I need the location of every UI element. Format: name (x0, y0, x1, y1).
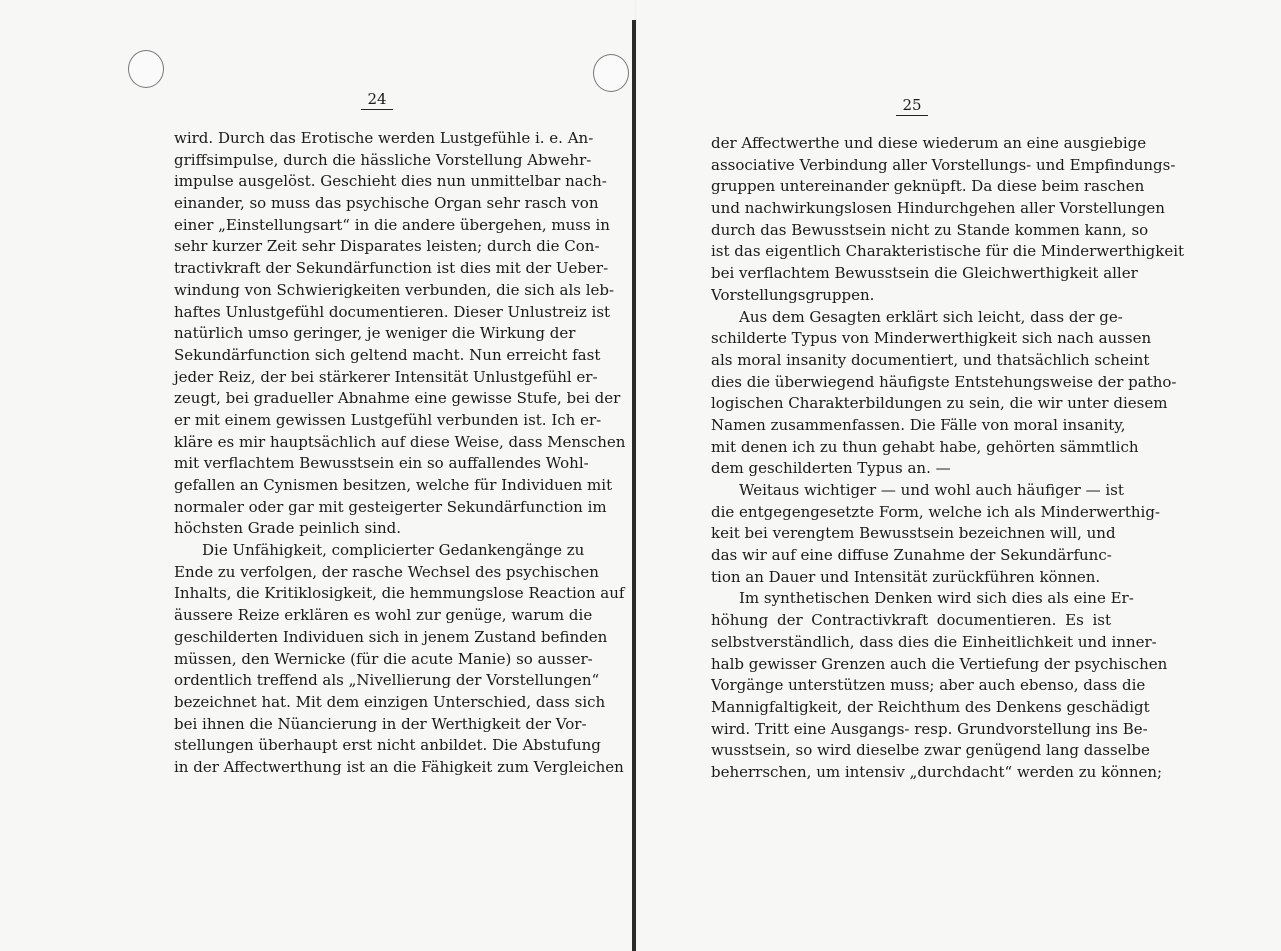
text-line: der Affectwerthe und diese wiederum an eine ausgiebige (711, 134, 1147, 152)
text-line: associative Verbindung aller Vorstellungs- und Empfindungs- (711, 155, 1176, 174)
text-line: windung von Schwierigkeiten verbunden, die sich als leb- (174, 280, 615, 299)
text-line: ordentlich treffend als „Nivellierung der Vorstellungen“ (174, 671, 600, 690)
text-line: und nachwirkungslosen Hindurchgehen aller Vorstellungen (711, 199, 1165, 218)
text-line: Vorstellungsgruppen. (711, 285, 875, 304)
text-line: Namen zusammenfassen. Die Fälle von moral insanity, (711, 415, 1126, 434)
text-line: selbstverständlich, dass dies die Einheitlichkeit und inner- (711, 632, 1157, 651)
text-line: das wir auf eine diffuse Zunahme der Sekundärfunc- (711, 546, 1112, 565)
text-line: zeugt, bei gradueller Abnahme eine gewisse Stufe, bei der (174, 389, 621, 408)
text-line: impulse ausgelöst. Geschieht dies nun unmittelbar nach- (174, 172, 607, 191)
text-line: griffsimpulse, durch die hässliche Vorstellung Abwehr- (174, 150, 592, 169)
text-line: höchsten Grade peinlich sind. (174, 519, 402, 538)
text-line: tion an Dauer und Intensität zurückführen können. (711, 567, 1101, 586)
text-line: logischen Charakterbildungen zu sein, die wir unter diesem (711, 394, 1168, 413)
text-line: Weitaus wichtiger — und wohl auch häufiger — ist (739, 481, 1124, 499)
text-line: haftes Unlustgefühl documentieren. Dieser Unlustreiz ist (174, 302, 611, 321)
text-line: äussere Reize erklären es wohl zur genüge, warum die (174, 606, 593, 625)
text-line: tractivkraft der Sekundärfunction ist dies mit der Ueber- (174, 259, 609, 278)
text-line: die entgegengesetzte Form, welche ich als Minderwerthig- (711, 502, 1160, 521)
right-page-text (711, 133, 1185, 784)
text-line: bei ihnen die Nüancierung in der Werthigkeit der Vor- (174, 714, 587, 733)
text-line: dies die überwiegend häufigste Entstehungsweise der patho- (711, 372, 1177, 391)
text-line: müssen, den Wernicke (für die acute Manie) so ausser- (174, 649, 593, 668)
text-line: mit denen ich zu thun gehabt habe, gehörten sämmtlich (711, 437, 1139, 456)
text-line: als moral insanity documentiert, und thatsächlich scheint (711, 350, 1150, 369)
punch-hole-icon (128, 50, 164, 88)
text-line: einander, so muss das psychische Organ sehr rasch von (174, 194, 599, 213)
text-line: höhung der Contractivkraft documentieren. Es ist (711, 611, 1111, 630)
text-line: Aus dem Gesagten erklärt sich leicht, dass der ge- (739, 307, 1123, 326)
text-line: schilderte Typus von Minderwerthigkeit sich nach aussen (711, 329, 1152, 348)
text-line: natürlich umso geringer, je weniger die Wirkung der (174, 324, 576, 343)
text-line: Sekundärfunction sich geltend macht. Nun erreicht fast (174, 345, 601, 364)
text-line: jeder Reiz, der bei stärkerer Intensität Unlustgefühl er- (174, 367, 598, 386)
left-page (0, 0, 634, 951)
text-line: mit verflachtem Bewusstsein ein so auffallendes Wohl- (174, 454, 589, 473)
text-line: in der Affectwerthung ist an die Fähigkeit zum Vergleichen (174, 757, 624, 776)
left-page-number: 24 (342, 90, 412, 110)
left-page-text (174, 128, 626, 779)
text-line: Inhalts, die Kritiklosigkeit, die hemmungslose Reaction auf (174, 584, 625, 603)
text-line: dem geschilderten Typus an. — (711, 459, 951, 478)
text-line: gruppen untereinander geknüpft. Da diese beim raschen (711, 177, 1145, 196)
text-line: halb gewisser Grenzen auch die Vertiefung der psychischen (711, 654, 1168, 673)
text-line: keit bei verengtem Bewusstsein bezeichnen will, und (711, 524, 1116, 543)
text-line: Die Unfähigkeit, complicierter Gedankengänge zu (202, 541, 585, 560)
text-line: Im synthetischen Denken wird sich dies als eine Er- (739, 589, 1134, 608)
text-line: er mit einem gewissen Lustgefühl verbunden ist. Ich er- (174, 410, 602, 429)
text-line: wusstsein, so wird dieselbe zwar genügend lang dasselbe (711, 741, 1150, 760)
text-line: bei verflachtem Bewusstsein die Gleichwerthigkeit aller (711, 264, 1138, 283)
text-line: wird. Tritt eine Ausgangs- resp. Grundvorstellung ins Be- (711, 719, 1148, 738)
text-line: Mannigfaltigkeit, der Reichthum des Denkens geschädigt (711, 697, 1150, 716)
right-page-number: 25 (877, 96, 947, 116)
right-page (637, 0, 1281, 951)
text-line: wird. Durch das Erotische werden Lustgefühle i. e. An- (174, 129, 594, 147)
text-line: durch das Bewusstsein nicht zu Stande kommen kann, so (711, 220, 1149, 239)
text-line: gefallen an Cynismen besitzen, welche für Individuen mit (174, 476, 613, 494)
punch-hole-icon (593, 54, 629, 92)
text-line: kläre es mir hauptsächlich auf diese Weise, dass Menschen (174, 432, 626, 451)
text-line: einer „Einstellungsart“ in die andere übergehen, muss in (174, 215, 610, 234)
text-line: bezeichnet hat. Mit dem einzigen Unterschied, dass sich (174, 692, 606, 711)
text-line: geschilderten Individuen sich in jenem Zustand befinden (174, 627, 608, 646)
text-line: Ende zu verfolgen, der rasche Wechsel des psychischen (174, 562, 599, 581)
text-line: ist das eigentlich Charakteristische für die Minderwerthigkeit (711, 242, 1185, 261)
text-line: sehr kurzer Zeit sehr Disparates leisten; durch die Con- (174, 237, 600, 256)
text-line: beherrschen, um intensiv „durchdacht“ werden zu können; (711, 762, 1163, 781)
text-line: stellungen überhaupt erst nicht anbildet. Die Abstufung (174, 736, 601, 755)
text-line: normaler oder gar mit gesteigerter Sekundärfunction im (174, 497, 607, 516)
book-gutter (632, 20, 636, 951)
text-line: Vorgänge unterstützen muss; aber auch ebenso, dass die (711, 676, 1146, 695)
